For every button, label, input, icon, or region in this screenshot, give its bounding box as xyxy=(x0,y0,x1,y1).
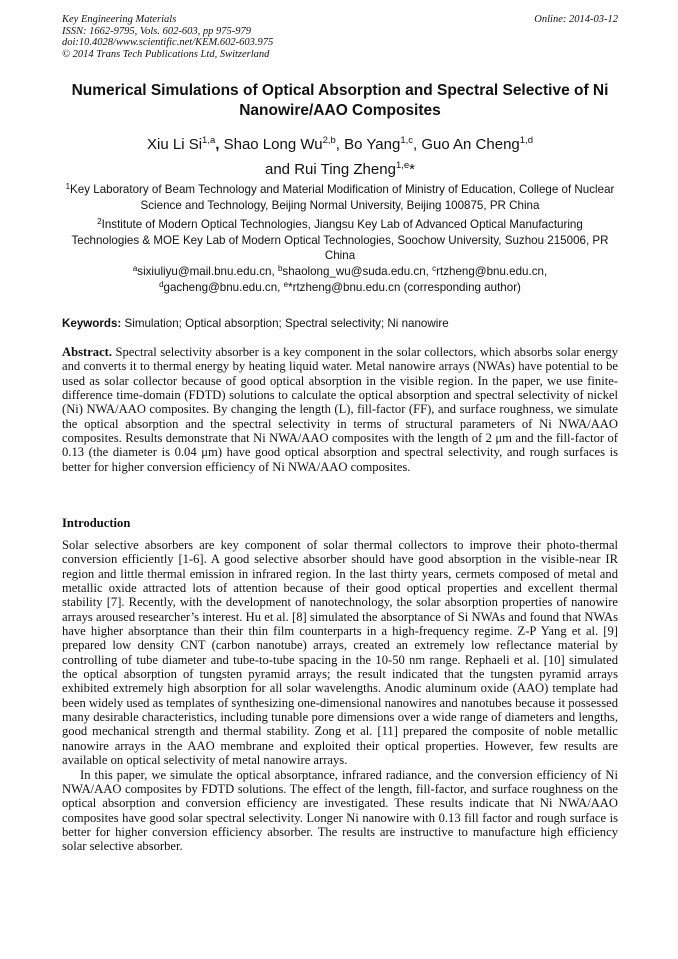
keywords-text: Simulation; Optical absorption; Spectral selectivity; Ni nanowire xyxy=(124,317,449,330)
author-affiliation-mark: 1,a xyxy=(202,135,216,146)
paragraph: In this paper, we simulate the optical absorptance, infrared radiance, and the conversion efficiency of Ni NWA/AAO composites by FDTD solutions. The effect of the length, fill-factor, and surface roughness on the optical absorption and conversion efficiency are investigated. These results indicate that Ni NWA/AAO composites have good solar spectral selectivity. Longer Ni nanowire with 0.13 fill factor and rough surface is better for higher conversion efficiency absorber. The results are instructive to manufacture high efficiency solar selective absorber. xyxy=(62,767,618,854)
paper-title: Numerical Simulations of Optical Absorption and Spectral Selective of Ni Nanowire/AAO Composites xyxy=(71,82,609,119)
author-line-1: Xiu Li Si$^{1,a}$, Shao Long Wu$^{2,b}$, Bo Yang$^{1,c}$, Guo An Cheng$^{1,d}$ xyxy=(147,135,533,153)
email-address: *rtzheng@bnu.edu.cn (corresponding author) xyxy=(288,280,521,294)
abstract-block xyxy=(62,345,618,474)
email-line-1: $^a$sixiuliyu@mail.bnu.edu.cn, $^b$shaolong_wu@suda.edu.cn, $^c$rtzheng@bnu.edu.cn, xyxy=(132,264,548,278)
email-address: shaolong_wu@suda.edu.cn xyxy=(282,265,426,278)
email-mark: b xyxy=(277,264,283,273)
author-affiliation-mark: 1,c xyxy=(400,135,413,146)
affiliation-mark: 2 xyxy=(97,217,102,226)
email-address: rtzheng@bnu.edu.cn xyxy=(436,265,544,278)
author-name: Xiu Li Si xyxy=(147,136,203,153)
abstract-label: Abstract. xyxy=(62,345,113,359)
author-list xyxy=(62,132,618,182)
email-mark: e xyxy=(283,279,289,289)
author-line-2 xyxy=(62,157,618,182)
introduction-body xyxy=(62,538,618,854)
affiliation-mark: 1 xyxy=(65,182,71,191)
author-name: Guo An Cheng xyxy=(421,136,520,153)
keywords-line xyxy=(62,316,618,331)
affiliation-2 xyxy=(62,217,618,264)
affiliation-1 xyxy=(62,182,618,213)
journal-header xyxy=(62,14,618,60)
copyright-line: © 2014 Trans Tech Publications Ltd, Switzerland xyxy=(62,48,270,60)
author-name: Rui Ting Zheng xyxy=(294,161,396,178)
journal-name: Key Engineering Materials xyxy=(62,14,177,25)
email-address: sixiuliyu@mail.bnu.edu.cn xyxy=(137,265,272,278)
author-conjunction: and xyxy=(265,161,291,178)
issn-line: ISSN: 1662-9795, Vols. 602-603, pp 975-979 xyxy=(62,25,251,37)
keywords-label: Keywords: xyxy=(62,317,122,330)
abstract-text: Spectral selectivity absorber is a key component in the solar collectors, which absorbs solar energy and converts it to thermal energy by heating liquid water. Metal nanowire arrays (NWAs) have potential to be used as solar collector because of good optical absorption in the visible region. In the paper, we use finite-difference time-domain (FDTD) solutions to calculate the optical absorption and spectral selectivity of nickel (Ni) NWA/AAO composites. By changing the length (L), fill-factor (FF), and surface roughness, we simulate the optical absorption and the spectral selectivity in terms of structural parameters of Ni NWA/AAO composites. Results demonstrate that Ni NWA/AAO composites with the length of 2 μm and the fill-factor of 0.13 (the diameter is 0.04 μm) have good optical absorption and spectral selectivity, and rough surfaces is better for higher conversion efficiency of Ni NWA/AAO composites. xyxy=(62,345,618,474)
doi-line: doi:10.4028/www.scientific.net/KEM.602-603.975 xyxy=(62,37,274,49)
author-name: Bo Yang xyxy=(344,136,401,153)
section-heading-introduction: Introduction xyxy=(62,516,131,530)
email-mark: c xyxy=(432,264,437,273)
email-line-2: $^d$gacheng@bnu.edu.cn, $^e$*rtzheng@bnu.edu.cn (corresponding author) xyxy=(159,279,521,294)
email-list xyxy=(62,264,618,295)
email-mark: a xyxy=(132,264,138,273)
affiliation-text: Key Laboratory of Beam Technology and Material Modification of Ministry of Education, College of Nuclear Science and Technology, Beijing Normal University, Beijing 100875, PR China xyxy=(70,183,615,212)
author-affiliation-mark: 2,b xyxy=(322,135,336,146)
author-affiliation-mark: 1,d xyxy=(519,135,533,146)
email-mark: d xyxy=(159,279,164,289)
paragraph: Solar selective absorbers are key component of solar thermal collectors to improve their photo-thermal conversion efficiently [1-6]. A good selective absorber should have good absorption in the visible-near IR region and little thermal emission in infrared region. In the last thirty years, cermets composed of metal and metallic oxide attracted lots of attention because of their good optical properties and excellent thermal stability [7]. Recently, with the development of nanotechnology, the solar absorption properties of nanowire arrays aroused researcher’s interest. Hu et al. [8] simulated the absorptance of Si NWAs and found that NWAs have higher absorptance than their thin film counterparts in a high-frequency regime. Z-P Yang et al. [9] prepared low density CNT (carbon nanotube) arrays, created an extremely low reflectance material by controlling of tube diameter and tube-to-tube spacing in the 10-50 nm range. Rephaeli et al. [10] simulated the optical absorption of tungsten pyramid arrays; the result indicated that the tungsten pyramid arrays exhibited extremely high absorption for all solar wavelengths. Anodic aluminum oxide (AAO) template had been widely used as templates of synthesizing one-dimensional nanowires and nanotubes because it possessed many desirable characteristics, including tunable pore dimensions over a wide range of diameters and lengths, good mechanical strength and thermal stability. Zong et al. [11] prepared the composite of noble metallic nanowire arrays in the AAO membrane and exploited their optical properties. However, few results are available on optical selectivity of metal nanowire arrays. xyxy=(62,538,618,768)
affiliation-text: Institute of Modern Optical Technologies, Jiangsu Key Lab of Advanced Optical Manufacturing Technologies & MOE Key Lab of Modern Optical Technologies, Soochow University, Suzhou 215006, PR China xyxy=(71,218,609,263)
corresponding-mark: * xyxy=(409,161,415,178)
online-date: Online: 2014-03-12 xyxy=(534,14,618,25)
author-affiliation-mark: 1,e xyxy=(395,160,410,171)
author-name: Shao Long Wu xyxy=(223,136,323,153)
email-address: gacheng@bnu.edu.cn xyxy=(163,280,278,294)
